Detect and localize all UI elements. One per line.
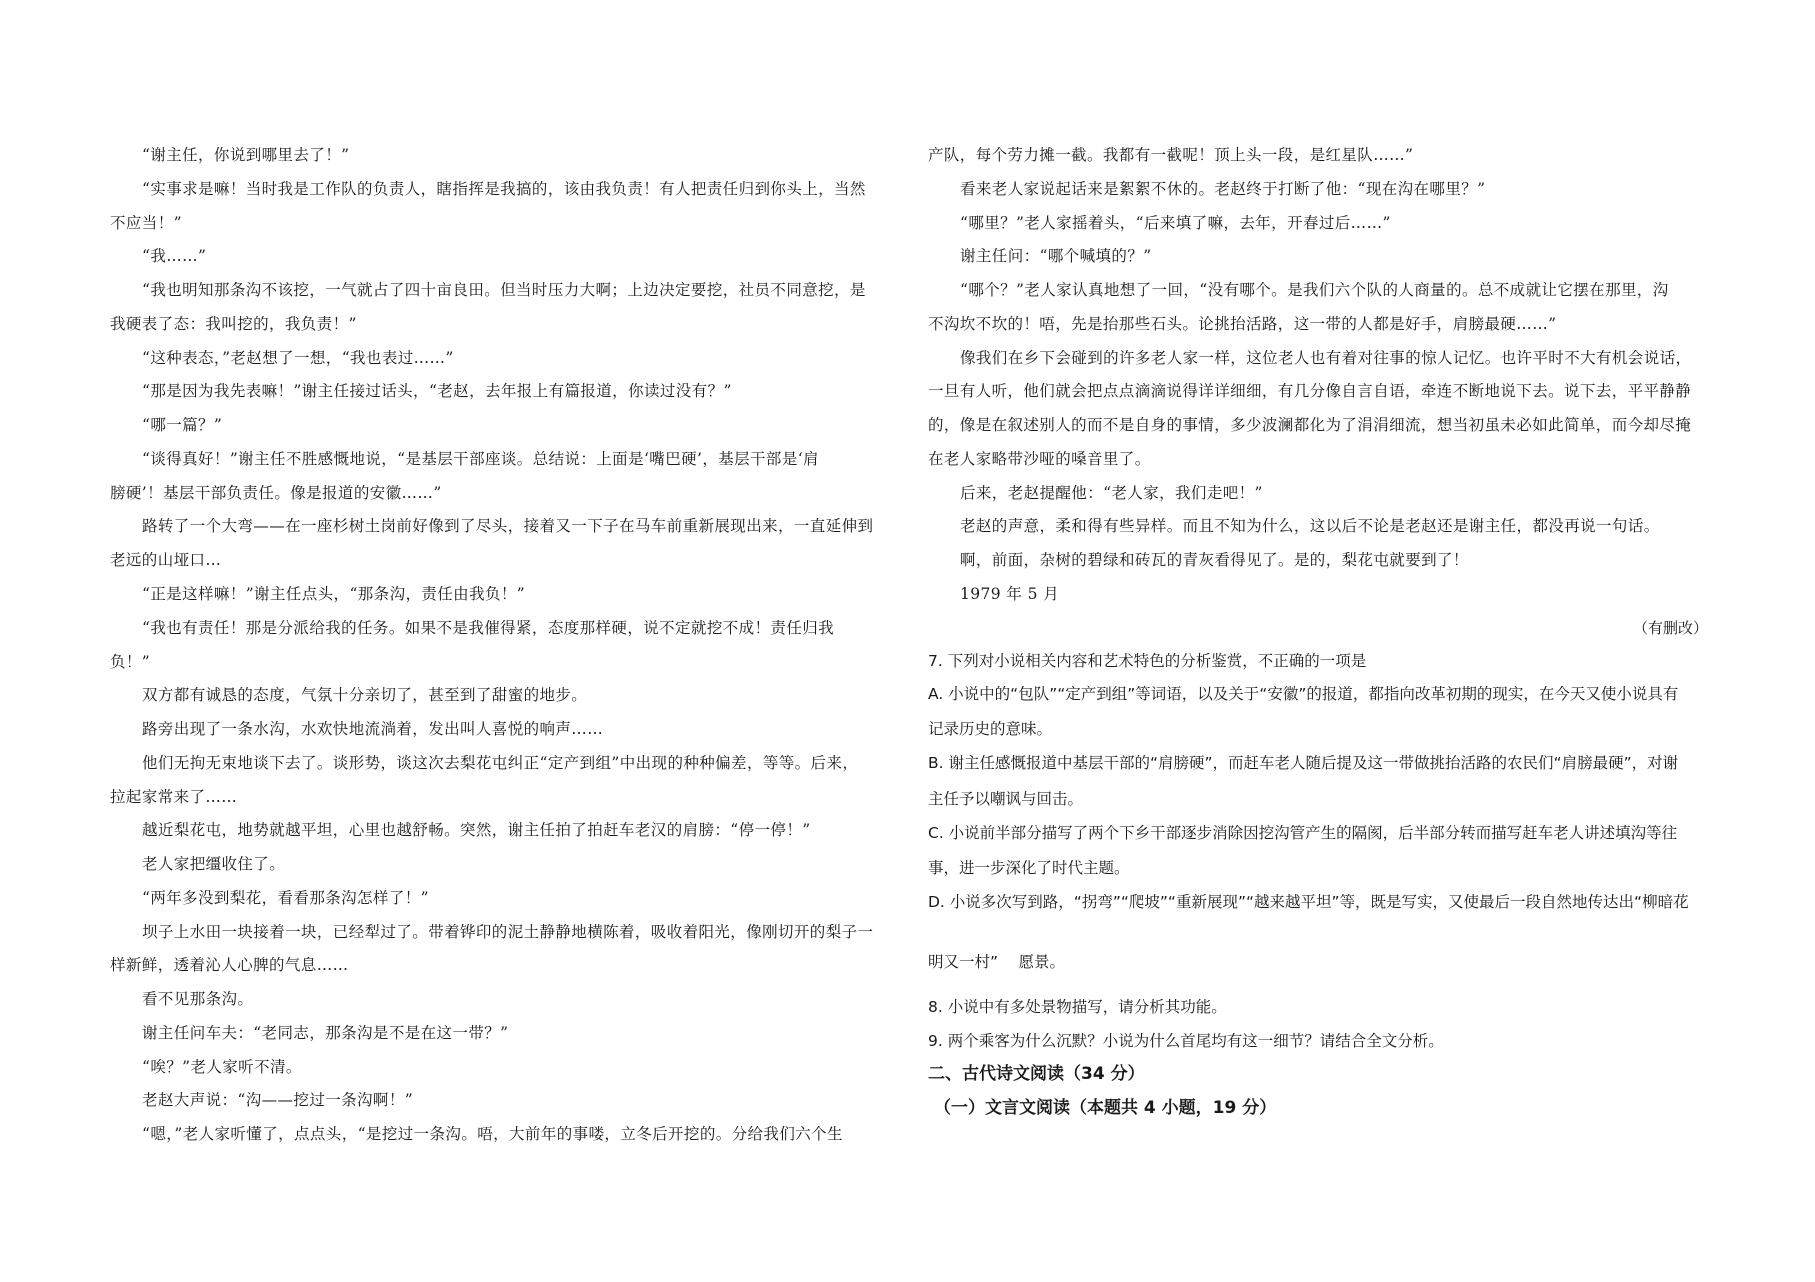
text-line: 看来老人家说起话来是絮絮不休的。老赵终于打断了他：“现在沟在哪里？”: [960, 180, 1486, 198]
section-title: 二、古代诗文阅读（34 分）: [928, 1064, 1145, 1084]
text-line: 谢主任问：“哪个喊填的？”: [960, 247, 1152, 265]
option-c-cont: 事，进一步深化了时代主题。: [928, 859, 1130, 877]
text-line: 谢主任问车夫：“老同志，那条沟是不是在这一带？”: [142, 1024, 509, 1042]
text-line: 老赵的声意，柔和得有些异样。而且不知为什么，这以后不论是老赵还是谢主任，都没再说一句话。: [960, 517, 1660, 535]
text-line: “那是因为我先表嘛！”谢主任接过话头，“老赵，去年报上有篇报道，你读过没有？”: [142, 382, 732, 400]
question-9: 9. 两个乘客为什么沉默？小说为什么首尾均有这一细节？请结合全文分析。: [928, 1032, 1444, 1050]
text-line: 一旦有人听，他们就会把点点滴滴说得详详细细，有几分像自言自语，牵连不断地说下去。说下去，平平静静: [928, 382, 1692, 400]
text-line: 路旁出现了一条水沟，水欢快地流淌着，发出叫人喜悦的响声……: [142, 720, 604, 738]
text-line: 负！”: [110, 653, 151, 671]
option-d-cont: 明又一村” 愿景。: [928, 953, 1065, 971]
text-line: 越近梨花屯，地势就越平坦，心里也越舒畅。突然，谢主任拍了拍赶车老汉的肩膀：“停一停！”: [142, 821, 811, 839]
text-line: 他们无拘无束地谈下去了。谈形势，谈这次去梨花屯纠正“定产到组”中出现的种种偏差，等等。后来，: [142, 754, 859, 772]
text-line: “我也明知那条沟不该挖，一气就占了四十亩良田。但当时压力大啊；上边决定要挖，社员不同意挖，是: [142, 281, 866, 299]
source-note: （有删改）: [1632, 619, 1708, 637]
text-line: “哪一篇？”: [142, 416, 223, 434]
text-line: 我硬表了态：我叫挖的，我负责！”: [110, 315, 357, 333]
text-line: 老人家把缰收住了。: [142, 855, 286, 873]
text-line: “嗯，”老人家听懂了，点点头，“是挖过一条沟。唔，大前年的事喽，立冬后开挖的。分给我们六个生: [142, 1125, 843, 1143]
subsection-title: （一）文言文阅读（本题共 4 小题，19 分）: [934, 1098, 1277, 1118]
text-line: 样新鲜，透着沁人心脾的气息……: [110, 956, 349, 974]
option-c: C. 小说前半部分描写了两个下乡干部逐步消除因挖沟管产生的隔阂，后半部分转而描写赶车老人讲述填沟等往: [928, 824, 1678, 842]
text-line: “谢主任，你说到哪里去了！”: [142, 146, 350, 164]
text-line: “哪个？”老人家认真地想了一回，“没有哪个。是我们六个队的人商量的。总不成就让它摆在那里，沟: [960, 281, 1669, 299]
text-line: “哪里？”老人家摇着头，“后来填了嘛，去年，开春过后……”: [960, 214, 1391, 232]
text-line: 的，像是在叙述别人的而不是自身的事情，多少波澜都化为了涓涓细流，想当初虽未必如此简单，而今却尽掩: [928, 416, 1692, 434]
text-line: 看不见那条沟。: [142, 990, 254, 1008]
option-d: D. 小说多次写到路，“拐弯”“爬坡”“重新展现”“越来越平坦”等，既是写实，又使最后一段自然地传达出“柳暗花: [928, 893, 1689, 911]
option-a-cont: 记录历史的意味。: [928, 720, 1053, 738]
text-line: 老远的山垭口…: [110, 551, 222, 569]
option-b: B. 谢主任感慨报道中基层干部的“肩膀硬”，而赶车老人随后提及这一带做挑抬活路的农民们“肩膀最硬”，对谢: [928, 754, 1679, 772]
text-line: 膀硬’！基层干部负责任。像是报道的安徽……”: [110, 484, 442, 502]
text-line: “两年多没到梨花，看看那条沟怎样了！”: [142, 889, 429, 907]
text-line: “这种表态，”老赵想了一想，“我也表过……”: [142, 349, 454, 367]
date-line: 1979 年 5 月: [960, 585, 1060, 603]
text-line: “实事求是嘛！当时我是工作队的负责人，瞎指挥是我搞的，该由我负责！有人把责任归到你头上，当然: [142, 180, 866, 198]
text-line: 产队，每个劳力摊一截。我都有一截呢！顶上头一段，是红星队……”: [928, 146, 1414, 164]
text-line: 路转了一个大弯——在一座杉树土岗前好像到了尽头，接着又一下子在马车前重新展现出来，一直延伸到: [142, 517, 874, 535]
text-line: 啊，前面，杂树的碧绿和砖瓦的青灰看得见了。是的，梨花屯就要到了！: [960, 551, 1469, 569]
question-8: 8. 小说中有多处景物描写，请分析其功能。: [928, 998, 1227, 1016]
question-7: 7. 下列对小说相关内容和艺术特色的分析鉴赏，不正确的一项是: [928, 652, 1367, 670]
option-b-cont: 主任予以嘲讽与回击。: [928, 790, 1084, 808]
text-line: 在老人家略带沙哑的嗓音里了。: [928, 450, 1151, 468]
text-line: “正是这样嘛！”谢主任点头，“那条沟，责任由我负！”: [142, 585, 526, 603]
text-line: 不应当！”: [110, 214, 182, 232]
option-a: A. 小说中的“包队”“定产到组”等词语，以及关于“安徽”的报道，都指向改革初期的现实，在今天又使小说具有: [928, 685, 1679, 703]
text-line: 像我们在乡下会碰到的许多老人家一样，这位老人也有着对往事的惊人记忆。也许平时不大有机会说话，: [960, 349, 1692, 367]
text-line: 后来，老赵提醒他：“老人家，我们走吧！”: [960, 484, 1263, 502]
text-line: “我也有责任！那是分派给我的任务。如果不是我催得紧，态度那样硬，说不定就挖不成！责任归我: [142, 619, 835, 637]
text-line: “唉？”老人家听不清。: [142, 1058, 302, 1076]
text-line: “谈得真好！”谢主任不胜感慨地说，“是基层干部座谈。总结说：上面是‘嘴巴硬’，基层干部是‘肩: [142, 450, 819, 468]
text-line: 双方都有诚恳的态度，气氛十分亲切了，甚至到了甜蜜的地步。: [142, 686, 588, 704]
text-line: 老赵大声说：“沟——挖过一条沟啊！”: [142, 1091, 414, 1109]
text-line: 拉起家常来了……: [110, 788, 238, 806]
text-line: “我……”: [142, 247, 207, 265]
text-line: 不沟坎不坎的！唔，先是抬那些石头。论挑抬活路，这一带的人都是好手，肩膀最硬……”: [928, 315, 1557, 333]
text-line: 坝子上水田一块接着一块，已经犁过了。带着铧印的泥土静静地横陈着，吸收着阳光，像刚切开的梨子一: [142, 923, 874, 941]
